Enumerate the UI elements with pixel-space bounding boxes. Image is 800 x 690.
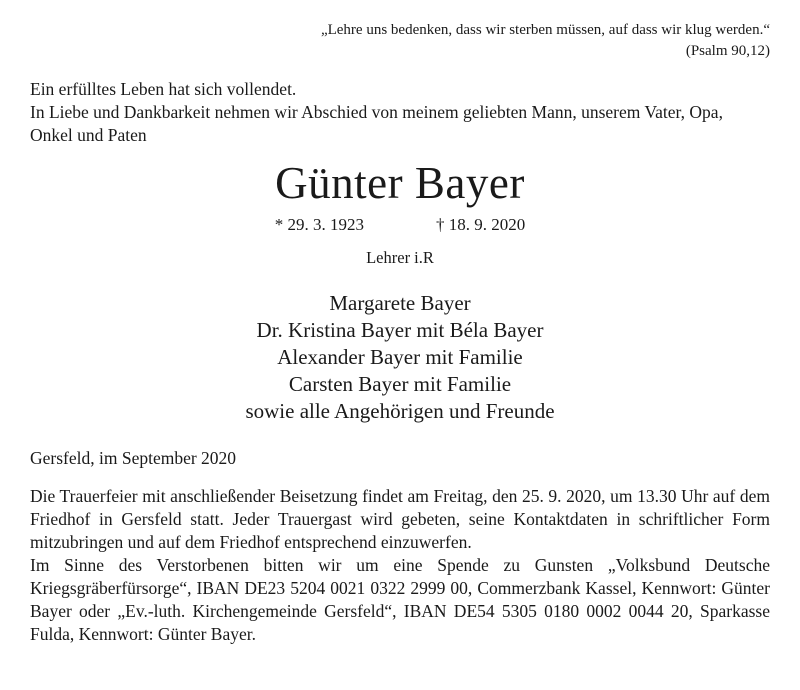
- intro-line-2: In Liebe und Dankbarkeit nehmen wir Abschied von meinem geliebten Mann, unserem Vater, Opa, Onkel und Paten: [30, 102, 723, 145]
- donation-info: Im Sinne des Verstorbenen bitten wir um eine Spende zu Gunsten „Volksbund Deutsche Kriegsgräberfürsorge“, IBAN DE23 5204 0021 0322 2999 00, Commerzbank Kassel, Kennwort: Günter Bayer oder „Ev.-luth. Kirchengemeinde Gersfeld“, IBAN DE54 5305 0180 0002 0044 20, Sparkasse Fulda, Kennwort: Günter Bayer.: [30, 555, 770, 644]
- mourner-name: Margarete Bayer: [329, 291, 471, 315]
- quote-text: „Lehre uns bedenken, dass wir sterben müssen, auf dass wir klug werden.“: [320, 22, 770, 38]
- bible-quote: [30, 20, 770, 62]
- mourners-list: [30, 290, 770, 425]
- intro-line-1: Ein erfülltes Leben hat sich vollendet.: [30, 79, 297, 99]
- place-date: Gersfeld, im September 2020: [30, 448, 237, 468]
- mourner-name: sowie alle Angehörigen und Freunde: [245, 399, 555, 423]
- intro-text: [30, 78, 770, 147]
- funeral-info: Die Trauerfeier mit anschließender Beisetzung findet am Freitag, den 25. 9. 2020, um 13.30 Uhr auf dem Friedhof in Gersfeld statt. Jeder Trauergast wird gebeten, seine Kontaktdaten in schriftlicher Form mitzubringen und auf dem Friedhof entsprechend einzuwerfen.: [30, 486, 770, 552]
- mourner-name: Alexander Bayer mit Familie: [277, 345, 523, 369]
- deceased-name: Günter Bayer: [275, 158, 525, 208]
- life-dates: [30, 213, 770, 237]
- deceased-profession: Lehrer i.R: [366, 248, 434, 267]
- funeral-details: [30, 485, 770, 646]
- birth-date: * 29. 3. 1923: [274, 215, 364, 234]
- death-date: † 18. 9. 2020: [436, 215, 526, 234]
- mourner-name: Dr. Kristina Bayer mit Béla Bayer: [256, 318, 544, 342]
- mourner-name: Carsten Bayer mit Familie: [288, 372, 512, 396]
- quote-source: (Psalm 90,12): [685, 43, 770, 59]
